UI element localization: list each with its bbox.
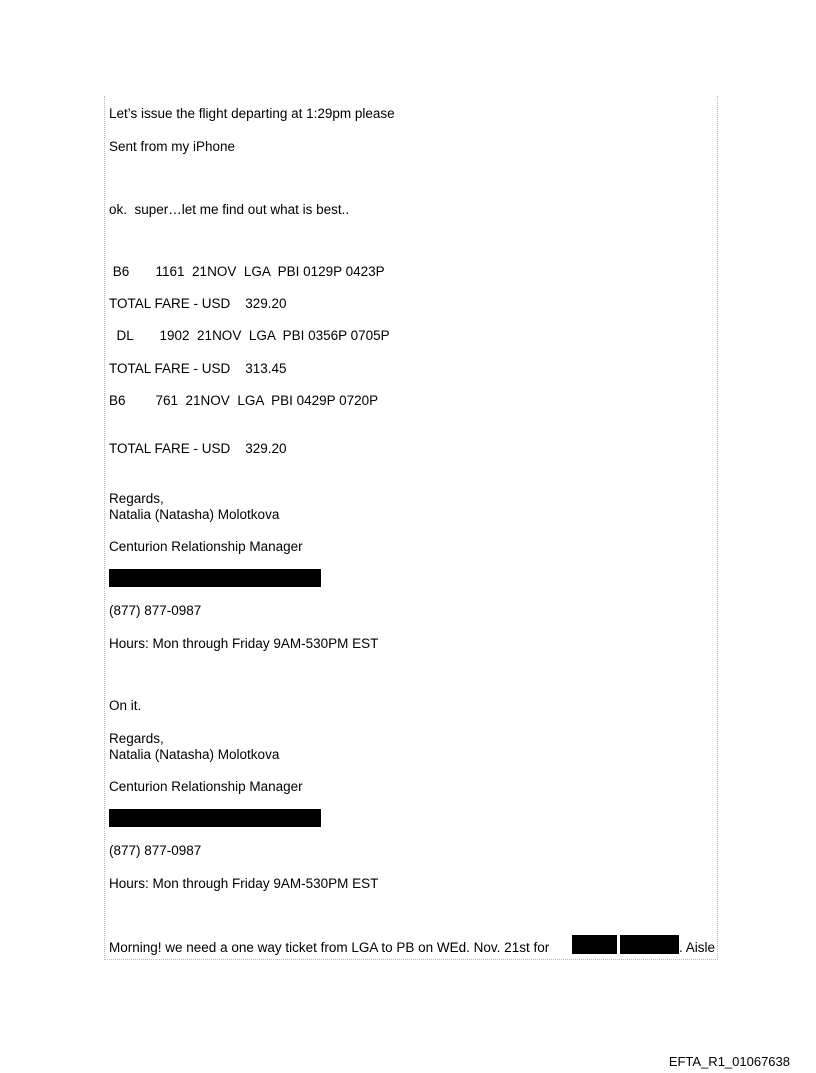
request-line-suffix: . Aisle — [679, 940, 716, 955]
reply-on-it-line: On it. — [109, 698, 142, 713]
signature-phone: (877) 877-0987 — [109, 603, 202, 618]
redaction-block — [620, 935, 679, 954]
flight-option-line: DL 1902 21NOV LGA PBI 0356P 0705P — [109, 328, 390, 343]
signature-hours: Hours: Mon through Friday 9AM-530PM EST — [109, 876, 379, 891]
request-line-prefix: Morning! we need a one way ticket from LGA to PB on WEd. Nov. 21st for — [109, 940, 550, 955]
flight-option-fare: TOTAL FARE - USD 329.20 — [109, 441, 287, 456]
flight-option-line: B6 761 21NOV LGA PBI 0429P 0720P — [109, 393, 379, 408]
signature-title: Centurion Relationship Manager — [109, 779, 303, 794]
signature-regards: Regards, — [109, 491, 164, 506]
signature-hours: Hours: Mon through Friday 9AM-530PM EST — [109, 636, 379, 651]
signature-regards: Regards, — [109, 731, 164, 746]
reply-issue-flight: Let’s issue the flight departing at 1:29pm please — [109, 106, 395, 121]
signature-title: Centurion Relationship Manager — [109, 539, 303, 554]
document-frame — [104, 96, 718, 960]
flight-option-line: B6 1161 21NOV LGA PBI 0129P 0423P — [109, 264, 385, 279]
signature-name: Natalia (Natasha) Molotkova — [109, 747, 280, 762]
redaction-block — [572, 935, 617, 954]
redaction-block — [109, 809, 321, 827]
reply-ok-line: ok. super…let me find out what is best.. — [109, 202, 350, 217]
flight-option-fare: TOTAL FARE - USD 313.45 — [109, 361, 287, 376]
document-id-footer: EFTA_R1_01067638 — [668, 1054, 790, 1069]
sent-from-line: Sent from my iPhone — [109, 139, 236, 154]
signature-phone: (877) 877-0987 — [109, 843, 202, 858]
flight-option-fare: TOTAL FARE - USD 329.20 — [109, 296, 287, 311]
signature-name: Natalia (Natasha) Molotkova — [109, 507, 280, 522]
redaction-block — [109, 569, 321, 587]
